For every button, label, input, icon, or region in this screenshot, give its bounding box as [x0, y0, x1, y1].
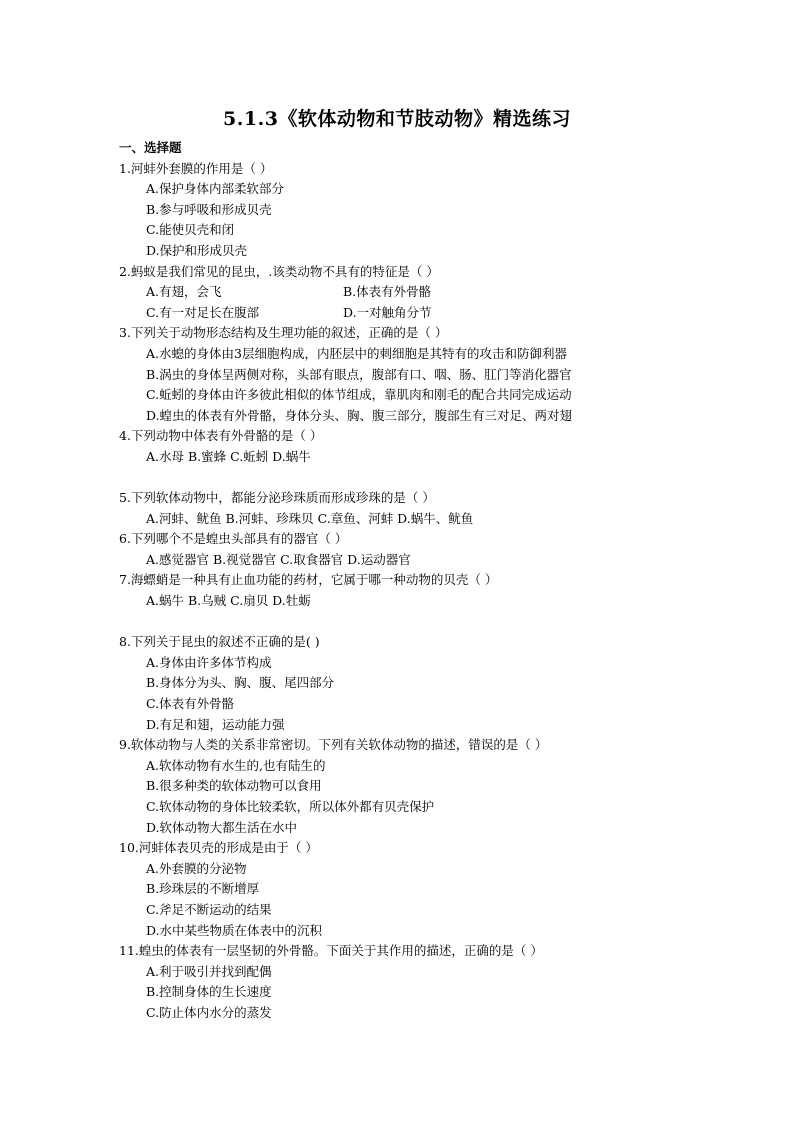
q7-options: A.蜗牛 B.乌贼 C.扇贝 D.牡蛎 [146, 593, 311, 609]
q2-option-c: C.有一对足长在腹部 [146, 304, 260, 320]
question-9: 9.软体动物与人类的关系非常密切。下列有关软体动物的描述，错误的是（ ） [119, 737, 548, 753]
q9-option-a: A.软体动物有水生的,也有陆生的 [146, 757, 326, 773]
q9-option-d: D.软体动物大都生活在水中 [146, 819, 298, 835]
q8-option-c: C.体表有外骨骼 [146, 696, 235, 712]
q3-option-a: A.水螅的身体由3层细胞构成，内胚层中的刺细胞是其特有的攻击和防御利器 [146, 345, 567, 361]
q2-option-b: B.体表有外骨骼 [343, 284, 432, 300]
spacer [119, 612, 759, 633]
q10-option-d: D.水中某些物质在体表中的沉积 [146, 922, 323, 938]
q10-option-b: B.珍珠层的不断增厚 [146, 881, 260, 897]
question-11: 11.蝗虫的体表有一层坚韧的外骨骼。下面关于其作用的描述，正确的是（ ） [119, 943, 543, 959]
q1-option-b: B.参与呼吸和形成贝壳 [146, 201, 272, 217]
q9-option-b: B.很多种类的软体动物可以食用 [146, 778, 322, 794]
question-10: 10.河蚌体表贝壳的形成是由于（ ） [119, 840, 318, 856]
q8-option-d: D.有足和翅，运动能力强 [146, 716, 285, 732]
q10-option-a: A.外套膜的分泌物 [146, 860, 247, 876]
q10-option-c: C.斧足不断运动的结果 [146, 901, 272, 917]
q9-option-c: C.软体动物的身体比较柔软，所以体外都有贝壳保护 [146, 799, 435, 814]
q11-option-a: A.利于吸引并找到配偶 [146, 963, 272, 979]
question-1: 1.河蚌外套膜的作用是（ ） [119, 160, 273, 176]
q2-options-row-2 [119, 303, 759, 324]
q2-option-d: D.一对触角分节 [343, 304, 432, 320]
question-5: 5.下列软体动物中，都能分泌珍珠质而形成珍珠的是（ ） [119, 490, 435, 506]
q5-options: A.河蚌、鱿鱼 B.河蚌、珍珠贝 C.章鱼、河蚌 D.蜗牛、鱿鱼 [146, 510, 474, 526]
question-2: 2.蚂蚁是我们常见的昆虫，.该类动物不具有的特征是（ ） [119, 263, 439, 279]
q8-option-b: B.身体分为头、胸、腹、尾四部分 [146, 675, 335, 691]
question-8: 8.下列关于昆虫的叙述不正确的是( ) [119, 634, 320, 650]
q6-options: A.感觉器官 B.视觉器官 C.取食器官 D.运动器官 [146, 551, 411, 567]
q1-option-c: C.能使贝壳和闭 [146, 222, 235, 238]
q4-options: A.水母 B.蜜蜂 C.蚯蚓 D.蜗牛 [146, 448, 311, 464]
q3-option-b: B.涡虫的身体呈两侧对称，头部有眼点，腹部有口、咽、肠、肛门等消化器官 [146, 366, 572, 382]
q8-option-a: A.身体由许多体节构成 [146, 654, 272, 670]
question-6: 6.下列哪个不是蝗虫头部具有的器官（ ） [119, 531, 348, 547]
question-4: 4.下列动物中体表有外骨骼的是（ ） [119, 428, 323, 444]
exercise-content [119, 138, 759, 1024]
q1-option-d: D.保护和形成贝壳 [146, 242, 248, 258]
spacer [119, 468, 759, 489]
q2-options-row-1 [119, 282, 759, 303]
q3-option-c: C.蚯蚓的身体由许多彼此相似的体节组成，靠肌肉和刚毛的配合共同完成运动 [146, 387, 572, 403]
q3-option-d: D.蝗虫的体表有外骨骼，身体分头、胸、腹三部分，腹部生有三对足、两对翅 [146, 407, 573, 423]
q1-option-a: A.保护身体内部柔软部分 [146, 181, 285, 197]
q11-option-b: B.控制身体的生长速度 [146, 984, 272, 1000]
page-title: 5.1.3《软体动物和节肢动物》精选练习 [223, 108, 571, 130]
q2-option-a: A.有翅，会飞 [146, 284, 222, 300]
question-7: 7.海螵蛸是一种具有止血功能的药材，它属于哪一种动物的贝壳（ ） [119, 572, 498, 588]
q11-option-c: C.防止体内水分的蒸发 [146, 1004, 272, 1020]
question-3: 3.下列关于动物形态结构及生理功能的叙述，正确的是（ ） [119, 325, 448, 341]
section-heading: 一、选择题 [119, 140, 182, 155]
